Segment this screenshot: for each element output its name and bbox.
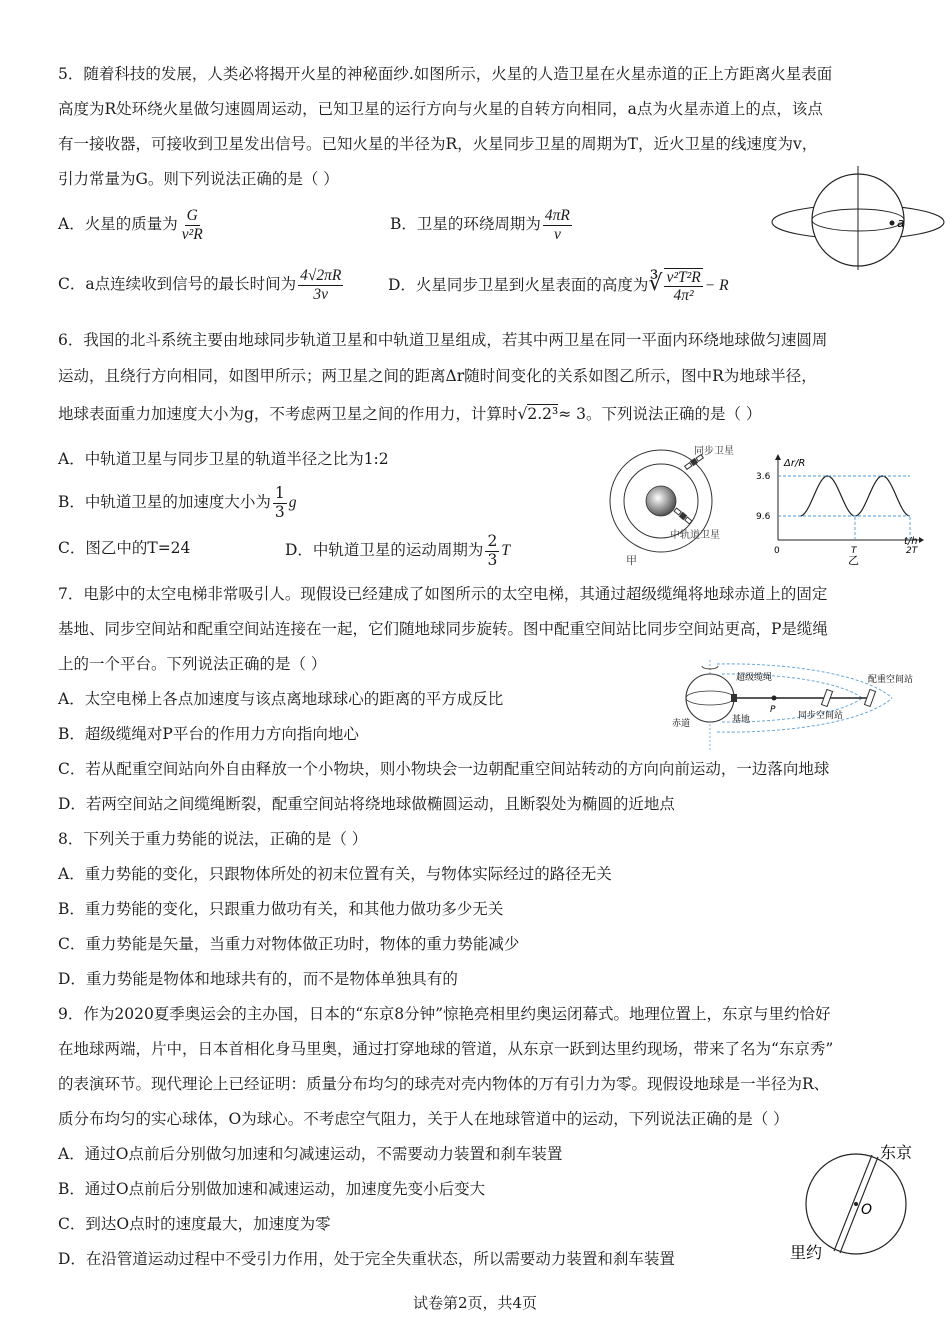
- q5-line-2: 高度为R处环绕火星做匀速圆周运动，已知卫星的运行方向与火星的自转方向相同，a点为火星赤道上的点，该点: [58, 100, 823, 118]
- q5-option-b-text: B．卫星的环绕周期为: [390, 215, 541, 233]
- q5-option-c-den: 3v: [313, 285, 329, 303]
- q6-option-d-text: D．中轨道卫星的运动周期为: [285, 541, 484, 559]
- q7-line-2: 基地、同步空间站和配重空间站连接在一起，它们随地球同步旋转。图中配重空间站比同步空间站更高，P是缆绳: [58, 620, 828, 638]
- q9-line-2: 在地球两端，片中，日本首相化身马里奥，通过打穿地球的管道，从东京一跃到达里约现场，带来了名为“东京秀”: [58, 1040, 834, 1058]
- q6-option-a: A．中轨道卫星与同步卫星的轨道半径之比为1:2: [58, 450, 389, 468]
- q6-line-3: [58, 404, 761, 424]
- q5-line-3: 有一接收器，可接收到卫星发出信号。已知火星的半径为R，火星同步卫星的周期为T，近火卫星的线速度为v，: [58, 135, 818, 153]
- q6-line-3-text: 地球表面重力加速度大小为g，不考虑两卫星之间的作用力，计算时: [58, 405, 518, 423]
- q9-option-c: C．到达O点时的速度最大，加速度为零: [58, 1215, 331, 1233]
- q7-option-d: D．若两空间站之间缆绳断裂，配重空间站将绕地球做椭圆运动，且断裂处为椭圆的近地点: [58, 795, 675, 813]
- q5-line-1: 5．随着科技的发展，人类必将揭开火星的神秘面纱.如图所示，火星的人造卫星在火星赤道的正上方距离火星表面: [58, 65, 833, 83]
- q9-line-4: 质分布均匀的实心球体，O为球心。不考虑空气阻力，关于人在地球管道中的运动，下列说法正确的是（ ）: [58, 1110, 789, 1128]
- sqrt-sign-icon: √: [517, 405, 528, 423]
- label-o: O: [861, 1202, 873, 1218]
- q5-option-d-num: v²T²R: [666, 268, 701, 286]
- y-axis-arrow-icon: [775, 454, 781, 460]
- earth-tunnel-figure: [788, 1136, 928, 1266]
- label-rio: 里约: [790, 1243, 823, 1262]
- q9-option-d: D．在沿管道运动过程中不受引力作用，处于完全失重状态，所以需要动力装置和刹车装置: [58, 1250, 675, 1268]
- q6-option-d-fraction: [485, 533, 499, 568]
- q5-option-d-tail: − R: [704, 277, 729, 294]
- space-elevator-figure: [662, 656, 932, 756]
- tunnel-line-2: [840, 1157, 878, 1253]
- series-line: [800, 476, 910, 516]
- q5-option-a-text: A．火星的质量为: [58, 215, 178, 233]
- q5-option-d-fraction: [664, 268, 702, 304]
- q8-option-a: A．重力势能的变化，只跟物体所处的初末位置有关，与物体实际经过的路径无关: [58, 865, 612, 883]
- q5-option-d: [388, 264, 729, 306]
- q5-option-c-fraction: [298, 267, 343, 302]
- q6-option-d-num: 2: [487, 532, 498, 551]
- q5-option-d-den: 4π²: [673, 287, 694, 304]
- q5-line-4: 引力常量为G。则下列说法正确的是（ ）: [58, 170, 339, 188]
- y-tick-label: 9.6: [756, 512, 771, 522]
- point-a-dot: [890, 221, 895, 226]
- q5-option-b-den: v: [553, 225, 561, 243]
- q6-option-b: [58, 482, 297, 523]
- caption-jia: 甲: [626, 554, 637, 567]
- q6-option-b-text: B．中轨道卫星的加速度大小为: [58, 493, 271, 511]
- y-axis-label: Δr/R: [784, 458, 806, 469]
- label-base: 基地: [732, 715, 751, 725]
- q8-option-d: D．重力势能是物体和地球共有的，而不是物体单独具有的: [58, 970, 458, 988]
- q5-option-a-fraction: [180, 207, 205, 242]
- q6-line-2: 运动，且绕行方向相同，如图甲所示；两卫星之间的距离Δr随时间变化的关系如图乙所示，图中R为地球半径，: [58, 367, 817, 385]
- q5-option-d-text: D．火星同步卫星到火星表面的高度为: [388, 276, 649, 294]
- q9-line-1: 9．作为2020夏季奥运会的主办国，日本的“东京8分钟”惊艳亮相里约奥运闭幕式。地理位置上，东京与里约恰好: [58, 1005, 831, 1023]
- x-axis-arrow-icon: [919, 537, 924, 543]
- q5-option-c-num: 4√2πR: [300, 267, 342, 285]
- x-tick-label: 0: [774, 546, 780, 556]
- page-footer: 试卷第2页，共4页: [412, 1294, 538, 1312]
- q7-option-c: C．若从配重空间站向外自由释放一个小物块，则小物块会一边朝配重空间站转动的方向向前运动，一边落向地球: [58, 760, 830, 778]
- label-sync-station: 同步空间站: [798, 711, 844, 721]
- x-axis-label: t/h: [904, 536, 918, 547]
- q6-line-1: 6．我国的北斗系统主要由地球同步轨道卫星和中轨道卫星组成，若其中两卫星在同一平面内环绕地球做匀速圆周: [58, 331, 828, 349]
- q7-option-a: A．太空电梯上各点加速度与该点离地球球心的距离的平方成反比: [58, 690, 504, 708]
- q7-line-1: 7．电影中的太空电梯非常吸引人。现假设已经建成了如图所示的太空电梯，其通过超级缆绳将地球赤道上的固定: [58, 585, 828, 603]
- x-tick-label: T: [851, 546, 857, 556]
- q5-option-b-fraction: [543, 207, 572, 242]
- platform-p-dot: [772, 696, 777, 701]
- q6-option-b-fraction: [273, 485, 287, 520]
- label-mid-satellite: 中轨道卫星: [670, 530, 720, 541]
- q8-line-1: 8．下列关于重力势能的说法，正确的是（ ）: [58, 830, 368, 848]
- q5-option-c-text: C．a点连续收到信号的最长时间为: [58, 275, 297, 293]
- label-p: P: [770, 705, 776, 715]
- y-tick-label: 3.6: [756, 472, 771, 482]
- label-a: a: [897, 216, 905, 230]
- q6-option-b-num: 1: [274, 484, 285, 503]
- earth-icon: [646, 486, 676, 516]
- q6-option-d-den: 3: [487, 550, 498, 569]
- chart-marks: [756, 472, 919, 556]
- q6-option-b-den: 3: [274, 502, 285, 521]
- q5-option-b-num: 4πR: [544, 207, 570, 225]
- label-equator: 赤道: [672, 719, 691, 729]
- figure-jia: [604, 440, 754, 570]
- q8-option-b: B．重力势能的变化，只跟重力做功有关，和其他力做功多少无关: [58, 900, 504, 918]
- q5-option-c: [58, 264, 345, 304]
- earth-circle: [686, 674, 734, 722]
- q6-option-d: [285, 530, 510, 571]
- label-tokyo: 东京: [880, 1143, 913, 1162]
- q6-option-d-tail: T: [501, 542, 510, 559]
- center-o-dot: [854, 1202, 858, 1206]
- q6-line-3-tail: ≈ 3。下列说法正确的是（ ）: [558, 405, 762, 423]
- q7-line-3: 上的一个平台。下列说法正确的是（ ）: [58, 655, 327, 673]
- q6-option-b-tail: g: [288, 494, 297, 511]
- mid-satellite-icon: [673, 507, 692, 524]
- q5-option-b: [390, 204, 574, 244]
- figure-yi-chart: [754, 452, 924, 570]
- label-cable: 超级缆绳: [736, 673, 773, 683]
- q9-option-a: A．通过O点前后分别做匀加速和匀减速运动，不需要动力装置和刹车装置: [58, 1145, 563, 1163]
- q5-option-a-den: v²R: [181, 225, 203, 243]
- q5-option-a: [58, 204, 207, 244]
- q5-option-a-num: G: [186, 207, 198, 225]
- x-tick-label: 2T: [906, 546, 918, 556]
- q6-root-value: 2.2³: [527, 405, 559, 423]
- label-counterweight-station: 配重空间站: [868, 675, 914, 685]
- q6-option-c: C．图乙中的T=24: [58, 539, 191, 557]
- base-icon: [731, 694, 737, 702]
- q8-option-c: C．重力势能是矢量，当重力对物体做正功时，物体的重力势能减少: [58, 935, 520, 953]
- caption-yi: 乙: [848, 554, 859, 567]
- mars-satellite-figure: [768, 166, 948, 274]
- q7-option-b: B．超级缆绳对P平台的作用力方向指向地心: [58, 725, 359, 743]
- q9-option-b: B．通过O点前后分别做加速和减速运动，加速度先变小后变大: [58, 1180, 486, 1198]
- cube-root-sign-icon: ∛: [648, 271, 663, 296]
- label-sync-satellite: 同步卫星: [694, 446, 734, 457]
- q9-line-3: 的表演环节。现代理论上已经证明：质量分布均匀的球壳对壳内物体的万有引力为零。现假设地球是一半径为R、: [58, 1075, 830, 1093]
